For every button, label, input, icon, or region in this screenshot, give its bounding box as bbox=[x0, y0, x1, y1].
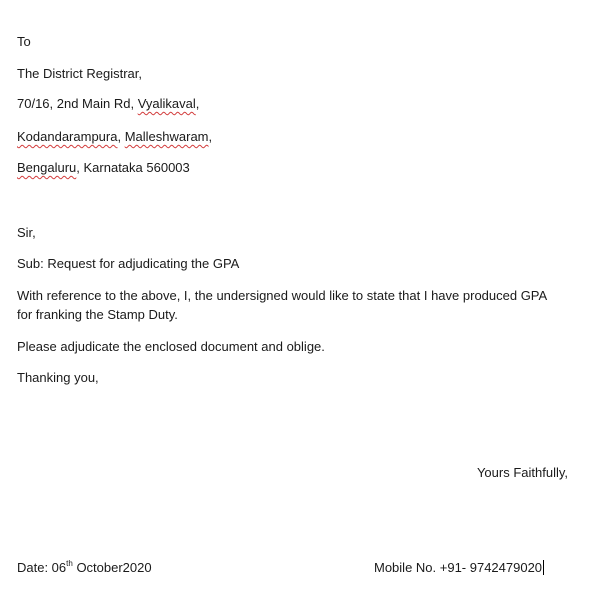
date-prefix: Date: 06 bbox=[17, 560, 67, 575]
subject-line: Sub: Request for adjudicating the GPA bbox=[17, 256, 240, 271]
greeting: Sir, bbox=[17, 225, 36, 240]
body-line-1: With reference to the above, I, the undersigned would like to state that I have produced GPA bbox=[17, 288, 548, 303]
recipient-title: The District Registrar, bbox=[17, 66, 142, 81]
address-line-1-prefix: 70/16, 2nd Main Rd, bbox=[17, 96, 138, 111]
address-line-2-suffix: , bbox=[208, 129, 213, 144]
address-line-1 bbox=[17, 96, 199, 112]
address-line-3 bbox=[17, 160, 190, 176]
address-line-2 bbox=[17, 129, 212, 145]
text-cursor bbox=[543, 560, 544, 575]
date-suffix: October2020 bbox=[72, 560, 152, 575]
address-line-3-suffix: , Karnataka 560003 bbox=[76, 160, 190, 175]
address-line-1-suffix: , bbox=[195, 96, 200, 111]
mobile-text: Mobile No. +91- 9742479020 bbox=[374, 560, 543, 575]
address-line-2-sep: , bbox=[117, 129, 125, 144]
date-superscript: th bbox=[66, 558, 73, 568]
body-line-2: for franking the Stamp Duty. bbox=[17, 307, 178, 322]
body-line-3: Please adjudicate the enclosed document and oblige. bbox=[17, 339, 325, 354]
thanks-line: Thanking you, bbox=[17, 370, 99, 385]
address-word-bengaluru: Bengaluru bbox=[17, 160, 77, 175]
closing-signoff: Yours Faithfully, bbox=[476, 465, 568, 480]
address-word-vyalikaval: Vyalikaval bbox=[137, 96, 196, 111]
address-word-kodandarampura: Kodandarampura bbox=[17, 129, 118, 144]
date-line bbox=[17, 560, 152, 576]
salutation-to: To bbox=[17, 34, 31, 49]
mobile-number[interactable] bbox=[374, 560, 544, 576]
address-word-malleshwaram: Malleshwaram bbox=[124, 129, 209, 144]
